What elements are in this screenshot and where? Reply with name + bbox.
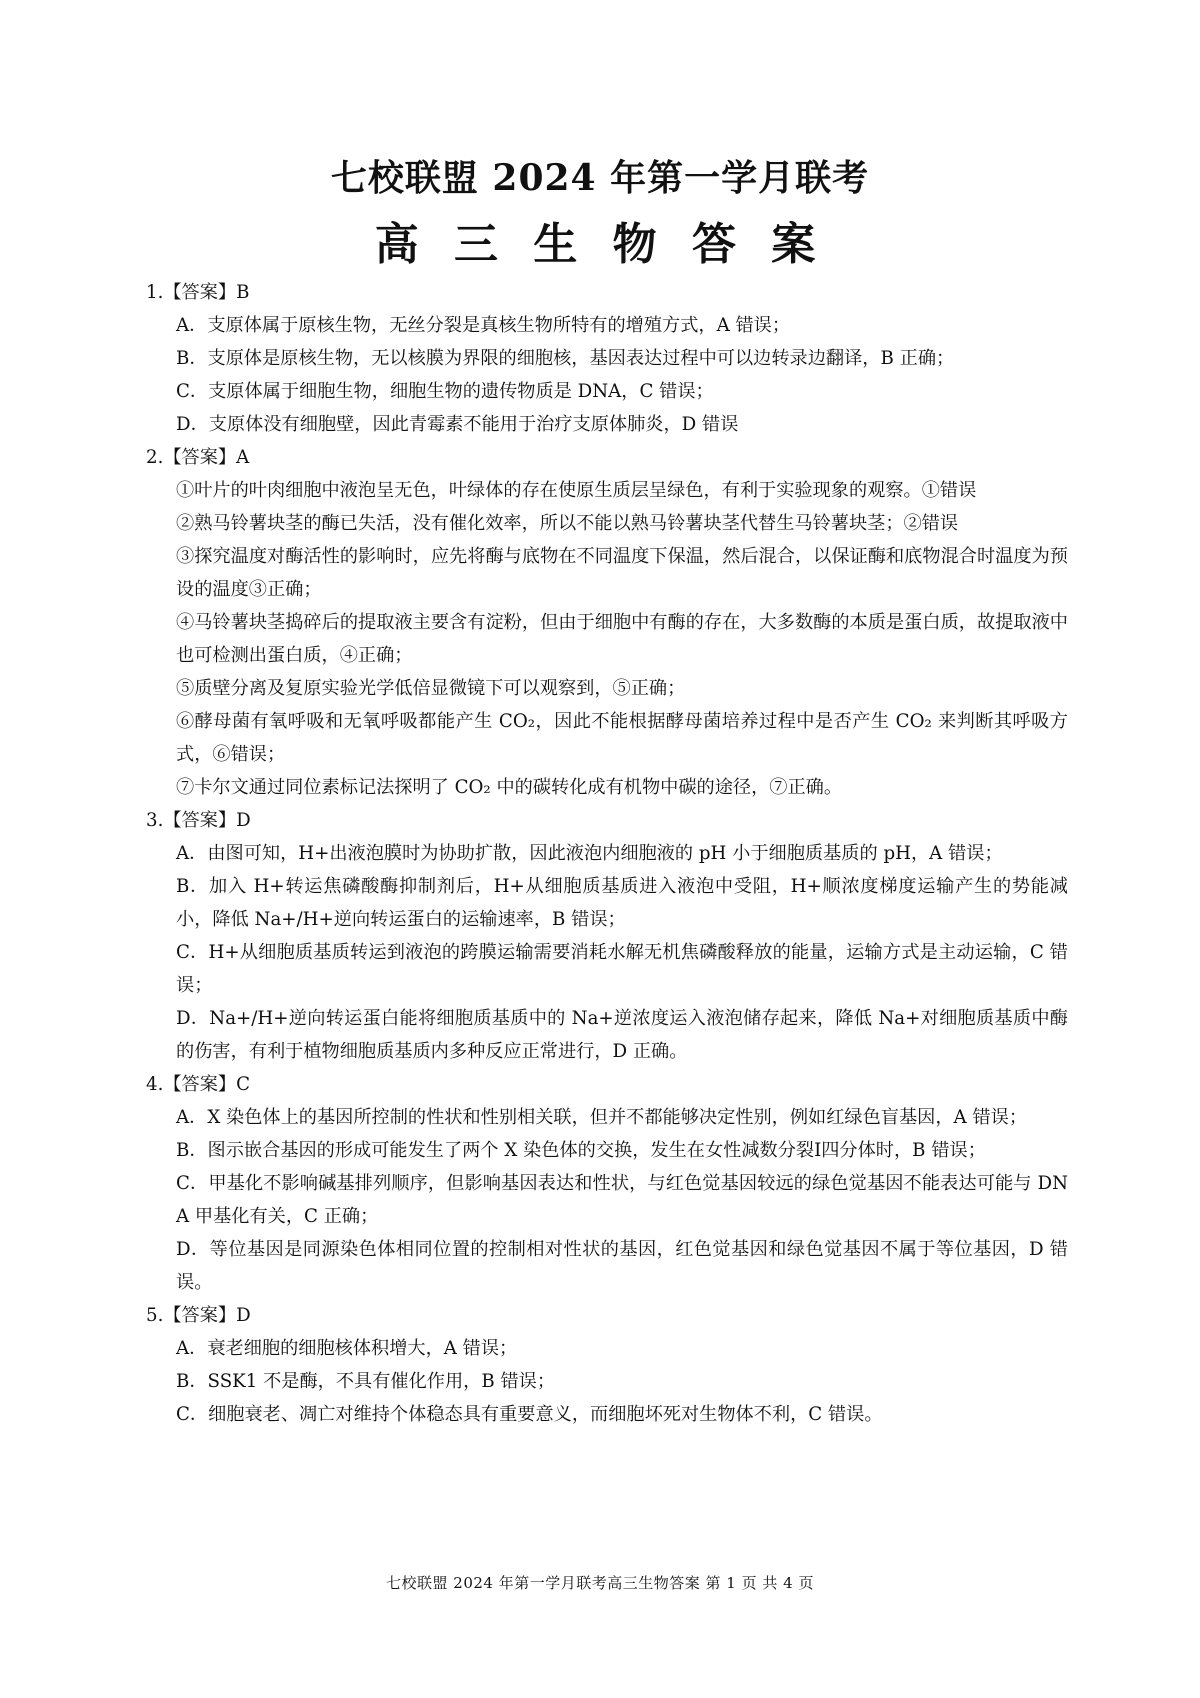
question-answer-label: 3.【答案】D	[146, 810, 251, 831]
explanation-line: ②熟马铃薯块茎的酶已失活，没有催化效率，所以不能以熟马铃薯块茎代替生马铃薯块茎；②错误	[176, 513, 959, 534]
question-answer-label: 4.【答案】C	[146, 1074, 251, 1095]
question-answer-label: 2.【答案】A	[146, 447, 250, 468]
answer-content	[146, 276, 1068, 1431]
explanation-line: ⑤质壁分离及复原实验光学低倍显微镜下可以观察到，⑤正确；	[176, 678, 686, 699]
explanation-line: A．由图可知，H+出液泡膜时为协助扩散，因此液泡内细胞液的 pH 小于细胞质基质的 pH，A 错误；	[176, 843, 1003, 864]
explanation-line: C．H+从细胞质基质转运到液泡的跨膜运输需要消耗水解无机焦磷酸释放的能量，运输方式是主动运输，C 错误；	[176, 942, 1068, 996]
explanation-line: D．Na+/H+逆向转运蛋白能将细胞质基质中的 Na+逆浓度运入液泡储存起来，降低 Na+对细胞质基质中酶的伤害，有利于植物细胞质基质内多种反应正常进行，D 正确。	[176, 1008, 1068, 1062]
explanation-line: ③探究温度对酶活性的影响时，应先将酶与底物在不同温度下保温，然后混合，以保证酶和底物混合时温度为预设的温度③正确；	[176, 546, 1068, 600]
explanation-line: C．甲基化不影响碱基排列顺序，但影响基因表达和性状，与红色觉基因较远的绿色觉基因不能表达可能与 DNA 甲基化有关，C 正确；	[176, 1173, 1068, 1227]
question-answer-label: 1.【答案】B	[146, 282, 250, 303]
explanation-line: ⑥酵母菌有氧呼吸和无氧呼吸都能产生 CO₂，因此不能根据酵母菌培养过程中是否产生 CO₂ 来判断其呼吸方式，⑥错误；	[176, 711, 1068, 765]
page-footer: 七校联盟 2024 年第一学月联考高三生物答案 第 1 页 共 4 页	[386, 1574, 814, 1592]
explanation-line: D．支原体没有细胞壁，因此青霉素不能用于治疗支原体肺炎，D 错误	[176, 414, 739, 435]
exam-title: 七校联盟 2024 年第一学月联考	[330, 157, 870, 199]
answer-key-title: 高 三 生 物 答 案	[374, 219, 826, 270]
explanation-line: B．支原体是原核生物，无以核膜为界限的细胞核，基因表达过程中可以边转录边翻译，B 正确；	[176, 348, 955, 369]
explanation-line: A．X 染色体上的基因所控制的性状和性别相关联，但并不都能够决定性别，例如红绿色盲基因，A 错误；	[176, 1107, 1028, 1128]
explanation-line: B．加入 H+转运焦磷酸酶抑制剂后，H+从细胞质基质进入液泡中受阻，H+顺浓度梯度运输产生的势能减小，降低 Na+/H+逆向转运蛋白的运输速率，B 错误；	[176, 876, 1068, 930]
question-block-3	[146, 804, 1068, 1068]
explanation-line: ①叶片的叶肉细胞中液泡呈无色，叶绿体的存在使原生质层呈绿色，有利于实验现象的观察。①错误	[176, 480, 977, 501]
explanation-line: A．衰老细胞的细胞核体积增大，A 错误；	[176, 1338, 518, 1359]
question-block-4	[146, 1068, 1068, 1299]
explanation-line: B．SSK1 不是酶，不具有催化作用，B 错误；	[176, 1371, 556, 1392]
explanation-line: ⑦卡尔文通过同位素标记法探明了 CO₂ 中的碳转化成有机物中碳的途径，⑦正确。	[176, 777, 843, 798]
explanation-line: A．支原体属于原核生物，无丝分裂是真核生物所特有的增殖方式，A 错误；	[176, 315, 791, 336]
explanation-line: C．细胞衰老、凋亡对维持个体稳态具有重要意义，而细胞坏死对生物体不利，C 错误。	[176, 1404, 883, 1425]
explanation-line: D．等位基因是同源染色体相同位置的控制相对性状的基因，红色觉基因和绿色觉基因不属于等位基因，D 错误。	[176, 1239, 1068, 1293]
question-block-5	[146, 1299, 1068, 1431]
question-block-1	[146, 276, 1068, 441]
explanation-line: B．图示嵌合基因的形成可能发生了两个 X 染色体的交换，发生在女性减数分裂Ⅰ四分体时，B 错误；	[176, 1140, 986, 1161]
explanation-line: ④马铃薯块茎捣碎后的提取液主要含有淀粉，但由于细胞中有酶的存在，大多数酶的本质是蛋白质，故提取液中也可检测出蛋白质，④正确；	[176, 612, 1068, 666]
explanation-line: C．支原体属于细胞生物，细胞生物的遗传物质是 DNA，C 错误；	[176, 381, 714, 402]
question-block-2	[146, 441, 1068, 804]
question-answer-label: 5.【答案】D	[146, 1305, 251, 1326]
